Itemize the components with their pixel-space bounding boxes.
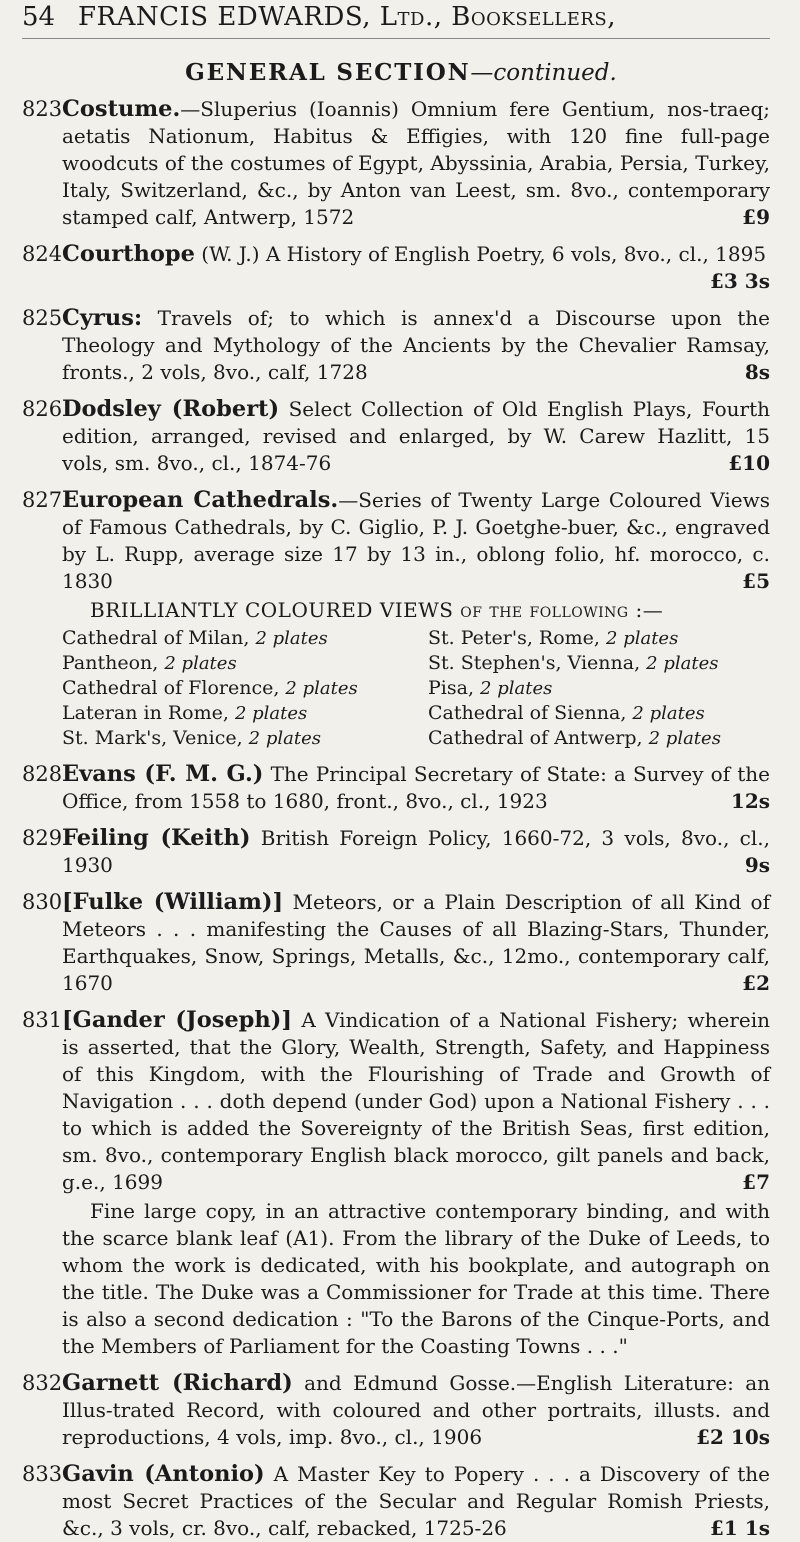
entry-note: Fine large copy, in an attractive contemporary binding, and with the scarce blank leaf (A1). From the library of the Duke of Leeds, to whom the work is dedicated, with his bookplate, and autograph on the title. The Duke was a Commissioner for Trade at this time. There is also a second dedication : "To the Barons of the Cinque-Ports, and the Members of Parliament for the Coasting Towns . . ." (62, 1199, 770, 1358)
plate-item: Cathedral of Sienna, 2 plates (428, 702, 705, 724)
lot-number: 827 (22, 488, 63, 512)
entry-price: £2 10s (696, 1425, 770, 1449)
catalogue-entry (22, 1461, 770, 1542)
section-continued: —continued. (470, 60, 617, 86)
entry-price: 8s (744, 360, 770, 384)
lot-number: 830 (22, 890, 63, 914)
plate-item: Lateran in Rome, 2 plates (62, 702, 308, 724)
entry-lead: European Cathedrals. (62, 487, 339, 513)
entry-price: £3 3s (710, 269, 770, 293)
lot-number: 823 (22, 97, 63, 121)
entry-lead: Garnett (Richard) (62, 1370, 293, 1396)
entry-text: —Series of Twenty Large Coloured Views of Famous Cathedrals, by C. Giglio, P. J. Goetghe-buer, &c., engraved by L. Rupp, average size 17 by 13 in., oblong folio, hf. morocco, c. 1830 (62, 488, 770, 593)
plates-list (62, 626, 770, 751)
entry-lead: Evans (F. M. G.) (62, 761, 264, 787)
plate-item: Cathedral of Antwerp, 2 plates (428, 727, 721, 749)
entry-text: —Sluperius (Ioannis) Omnium fere Gentium, nos-traeq; aetatis Nationum, Habitus & Effigies, with 120 fine full-page woodcuts of the costumes of Egypt, Abyssinia, Arabia, Persia, Turkey, Italy, Switzerland, &c., by Anton van Leest, sm. 8vo., contemporary stamped calf, Antwerp, 1572 (62, 97, 770, 229)
entry-lead: Dodsley (Robert) (62, 396, 280, 422)
entry-price: £10 (728, 451, 770, 475)
catalogue-entry (22, 825, 770, 879)
entry-lead: Costume. (62, 96, 181, 122)
catalogue-entry (22, 889, 770, 997)
catalogue-entry (22, 1007, 770, 1360)
plate-item: Pantheon, 2 plates (62, 652, 237, 674)
entry-price: £5 (742, 569, 770, 593)
catalogue-entry (22, 305, 770, 386)
plate-item: St. Peter's, Rome, 2 plates (428, 627, 679, 649)
entry-lead: [Gander (Joseph)] (62, 1007, 293, 1033)
plate-item: St. Stephen's, Vienna, 2 plates (428, 652, 719, 674)
catalogue-entry (22, 1370, 770, 1451)
section-title (32, 59, 770, 86)
entry-lead: Cyrus: (62, 305, 143, 331)
lot-number: 828 (22, 762, 63, 786)
plate-item: Pisa, 2 plates (428, 677, 553, 699)
lot-number: 831 (22, 1008, 63, 1032)
catalogue-entry (22, 96, 770, 231)
catalogue-entry (22, 487, 770, 751)
lot-number: 825 (22, 306, 63, 330)
plate-item: Cathedral of Milan, 2 plates (62, 627, 328, 649)
plate-item: St. Mark's, Venice, 2 plates (62, 727, 321, 749)
entry-text: and Edmund Gosse.—English Literature: an Illus-trated Record, with coloured and other portraits, illusts. and reproductions, 4 vols, imp. 8vo., cl., 1906 (62, 1371, 771, 1449)
entry-text: A Vindication of a National Fishery; wherein is asserted, that the Glory, Wealth, Strength, Safety, and Happiness of this Kingdom, with the Flourishing of Trade and Growth of Navigation . . . doth depend (under God) upon a National Fishery . . . to which is added the Sovereignty of the British Seas, first edition, sm. 8vo., contemporary English black morocco, gilt panels and back, g.e., 1699 (62, 1008, 771, 1194)
entry-price: £1 1s (710, 1516, 770, 1540)
catalogue-entry (22, 241, 770, 295)
entry-price: £7 (742, 1170, 770, 1194)
entry-text: Travels of; to which is annex'd a Discourse upon the Theology and Mythology of the Ancients by the Chevalier Ramsay, fronts., 2 vols, 8vo., calf, 1728 (62, 306, 770, 384)
entry-price: 9s (744, 853, 770, 877)
running-head (22, 0, 770, 39)
entry-text: (W. J.) A History of English Poetry, 6 vols, 8vo., cl., 1895 (201, 242, 767, 266)
entry-text: British Foreign Policy, 1660-72, 3 vols, 8vo., cl., 1930 (62, 826, 770, 877)
lot-number: 832 (22, 1371, 63, 1395)
entry-price: £2 (742, 971, 770, 995)
entry-text: Meteors, or a Plain Description of all Kind of Meteors . . . manifesting the Causes of all Blazing-Stars, Thunder, Earthquakes, Snow, Springs, Metalls, &c., 12mo., contemporary calf, 1670 (62, 890, 770, 995)
lot-number: 824 (22, 242, 63, 266)
running-title: FRANCIS EDWARDS, Ltd., Booksellers, (78, 2, 616, 32)
entry-lead: Gavin (Antonio) (62, 1461, 265, 1487)
plate-item: Cathedral of Florence, 2 plates (62, 677, 358, 699)
entry-lead: Feiling (Keith) (62, 825, 251, 851)
entry-text: Select Collection of Old English Plays, Fourth edition, arranged, revised and enlarged, by W. Carew Hazlitt, 15 vols, sm. 8vo., cl., 1874-76 (62, 397, 771, 475)
entry-price: £9 (742, 205, 770, 229)
entry-lead: [Fulke (William)] (62, 889, 284, 915)
catalogue-entry (22, 761, 770, 815)
lot-number: 829 (22, 826, 63, 850)
entry-text: The Principal Secretary of State: a Survey of the Office, from 1558 to 1680, front., 8vo., cl., 1923 (62, 762, 770, 813)
lot-number: 826 (22, 397, 63, 421)
entry-lead: Courthope (62, 241, 195, 267)
catalogue-entry (22, 396, 770, 477)
entry-price: 12s (730, 789, 770, 813)
page-number: 54 (22, 2, 56, 32)
entry-note: BRILLIANTLY COLOURED VIEWS of the following :— (90, 598, 664, 622)
entry-text: A Master Key to Popery . . . a Discovery of the most Secret Practices of the Secular and Regular Romish Priests, &c., 3 vols, cr. 8vo., calf, rebacked, 1725-26 (62, 1462, 771, 1540)
lot-number: 833 (22, 1462, 63, 1486)
section-name: GENERAL SECTION (185, 59, 471, 86)
